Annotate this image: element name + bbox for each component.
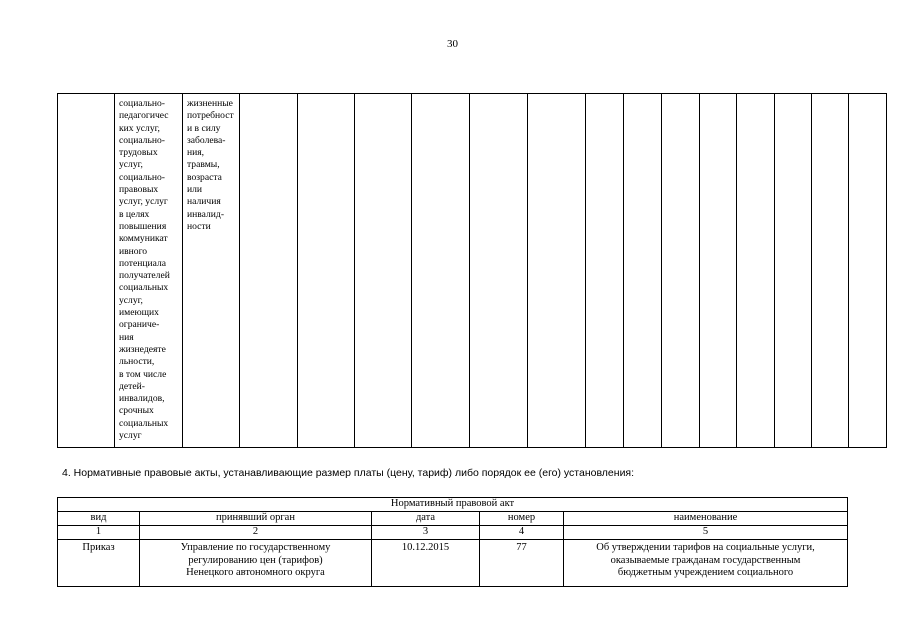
act-date: 10.12.2015 bbox=[372, 540, 480, 587]
table-cell bbox=[528, 94, 586, 448]
service-list-text: социально- педагогичес ких услуг, социально- трудовых услуг, социально- правовых услуг, услуг в целях повышения коммуникат ивного потенциала получателей социальных услуг, имеющих ограниче- ния жизнедеяте льности, в том числе детей- инвалидов, срочных социальных услуг bbox=[119, 98, 170, 442]
column-header: принявший орган bbox=[140, 512, 372, 526]
act-kind: Приказ bbox=[58, 540, 140, 587]
act-title: Об утверждении тарифов на социальные услуги, оказываемые гражданам государственным бюджетным учреждением социального bbox=[564, 540, 848, 587]
column-number: 5 bbox=[564, 526, 848, 540]
column-header: вид bbox=[58, 512, 140, 526]
page-number: 30 bbox=[447, 38, 458, 50]
table-cell bbox=[775, 94, 812, 448]
column-header: дата bbox=[372, 512, 480, 526]
act-number: 77 bbox=[480, 540, 564, 587]
table-row bbox=[58, 94, 887, 448]
table-cell bbox=[355, 94, 412, 448]
table-cell bbox=[624, 94, 662, 448]
column-header: наименование bbox=[564, 512, 848, 526]
table-cell bbox=[470, 94, 528, 448]
table-cell bbox=[240, 94, 298, 448]
section-heading: 4. Нормативные правовые акты, устанавливающие размер платы (цену, тариф) либо порядок ее (его) установления: bbox=[62, 467, 635, 479]
regulatory-acts-table bbox=[57, 497, 848, 587]
table-cell bbox=[183, 94, 240, 448]
table-cell bbox=[737, 94, 775, 448]
table-row bbox=[58, 540, 848, 587]
column-number-row bbox=[58, 526, 848, 540]
service-continuation-table bbox=[57, 93, 887, 448]
column-number: 4 bbox=[480, 526, 564, 540]
table-cell bbox=[662, 94, 700, 448]
table-cell bbox=[298, 94, 355, 448]
group-header: Нормативный правовой акт bbox=[58, 498, 848, 512]
table-cell bbox=[412, 94, 470, 448]
table-cell bbox=[812, 94, 849, 448]
recipient-condition-text: жизненные потребност и в силу заболева- ния, травмы, возраста или наличия инвалид- ности bbox=[187, 98, 234, 232]
table-cell bbox=[58, 94, 115, 448]
table-header-row bbox=[58, 512, 848, 526]
table-cell bbox=[849, 94, 887, 448]
column-number: 3 bbox=[372, 526, 480, 540]
table-cell bbox=[115, 94, 183, 448]
column-header: номер bbox=[480, 512, 564, 526]
table-cell bbox=[700, 94, 737, 448]
table-cell bbox=[586, 94, 624, 448]
column-number: 1 bbox=[58, 526, 140, 540]
column-number: 2 bbox=[140, 526, 372, 540]
act-authority: Управление по государственному регулированию цен (тарифов) Ненецкого автономного округа bbox=[140, 540, 372, 587]
table-row bbox=[58, 498, 848, 512]
